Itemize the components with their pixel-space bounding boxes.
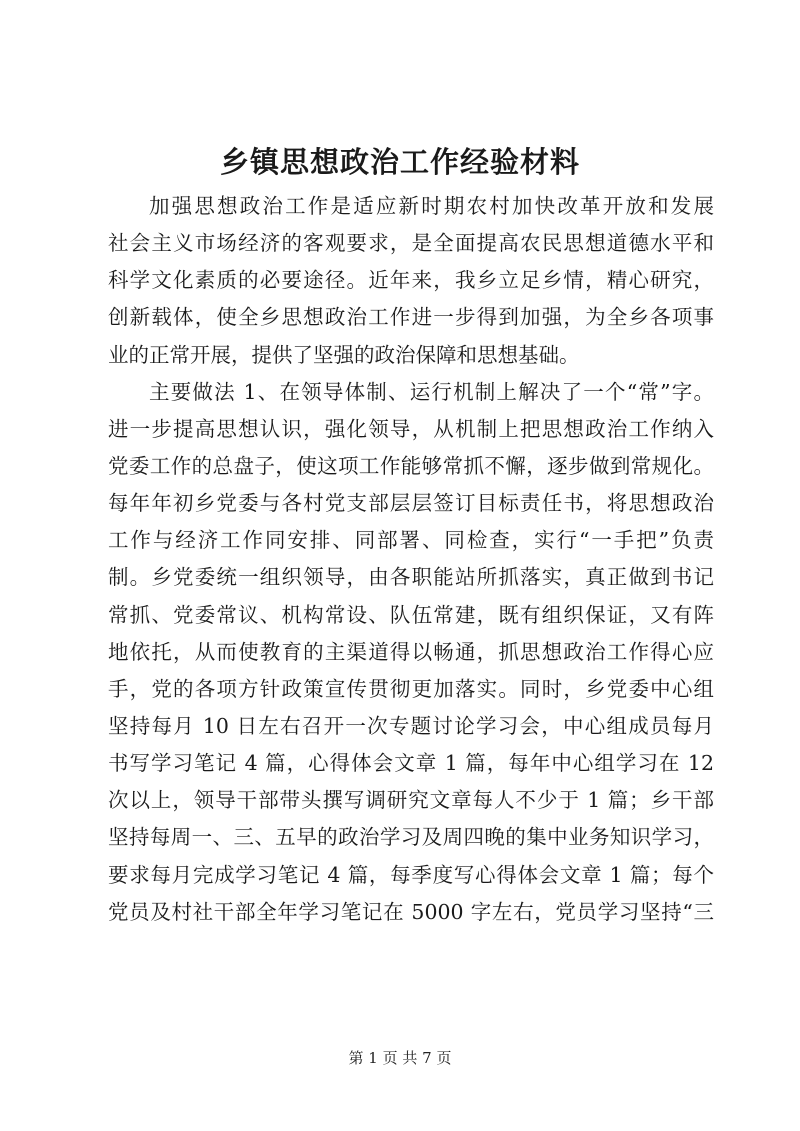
paragraph-line: 业的正常开展，提供了坚强的政治保障和思想基础。 bbox=[108, 342, 580, 367]
paragraph-line: 要求每月完成学习笔记 4 篇，每季度写心得体会文章 1 篇；每个 bbox=[108, 862, 714, 887]
paragraph-line: 社会主义市场经济的客观要求，是全面提高农民思想道德水平和 bbox=[108, 231, 714, 256]
document-title: 乡镇思想政治工作经验材料 bbox=[219, 145, 580, 179]
paragraph-line: 书写学习笔记 4 篇，心得体会文章 1 篇，每年中心组学习在 12 bbox=[108, 751, 714, 776]
paragraph-line: 制。乡党委统一组织领导，由各职能站所抓落实，真正做到书记 bbox=[108, 565, 714, 590]
paragraph-line: 主要做法 1、在领导体制、运行机制上解决了一个“常”字。 bbox=[149, 379, 714, 404]
paragraph-line: 工作与经济工作同安排、同部署、同检查，实行“一手把”负责 bbox=[108, 528, 714, 553]
paragraph-line: 地依托，从而使教育的主渠道得以畅通，抓思想政治工作得心应 bbox=[108, 639, 714, 664]
paragraph-line: 加强思想政治工作是适应新时期农村加快改革开放和发展 bbox=[149, 194, 714, 218]
paragraph-line: 每年年初乡党委与各村党支部层层签订目标责任书，将思想政治 bbox=[108, 491, 714, 516]
paragraph-line: 科学文化素质的必要途径。近年来，我乡立足乡情，精心研究， bbox=[108, 268, 714, 293]
paragraph-line: 创新载体，使全乡思想政治工作进一步得到加强，为全乡各项事 bbox=[108, 305, 714, 330]
paragraph-line: 坚持每周一、三、五早的政治学习及周四晚的集中业务知识学习， bbox=[108, 825, 714, 850]
paragraph-line: 党委工作的总盘子，使这项工作能够常抓不懈，逐步做到常规化。 bbox=[108, 453, 714, 478]
paragraph-line: 坚持每月 10 日左右召开一次专题讨论学习会，中心组成员每月 bbox=[108, 713, 714, 738]
paragraph-line: 进一步提高思想认识，强化领导，从机制上把思想政治工作纳入 bbox=[108, 416, 714, 441]
paragraph-line: 常抓、党委常议、机构常设、队伍常建，既有组织保证，又有阵 bbox=[108, 602, 714, 627]
paragraph-line: 手，党的各项方针政策宣传贯彻更加落实。同时，乡党委中心组 bbox=[108, 676, 714, 701]
paragraph-line: 次以上，领导干部带头撰写调研究文章每人不少于 1 篇；乡干部 bbox=[108, 788, 714, 813]
page-footer: 第 1 页 共 7 页 bbox=[348, 1049, 452, 1067]
paragraph-line: 党员及村社干部全年学习笔记在 5000 字左右，党员学习坚持“三 bbox=[108, 899, 714, 924]
document-body bbox=[108, 188, 714, 931]
